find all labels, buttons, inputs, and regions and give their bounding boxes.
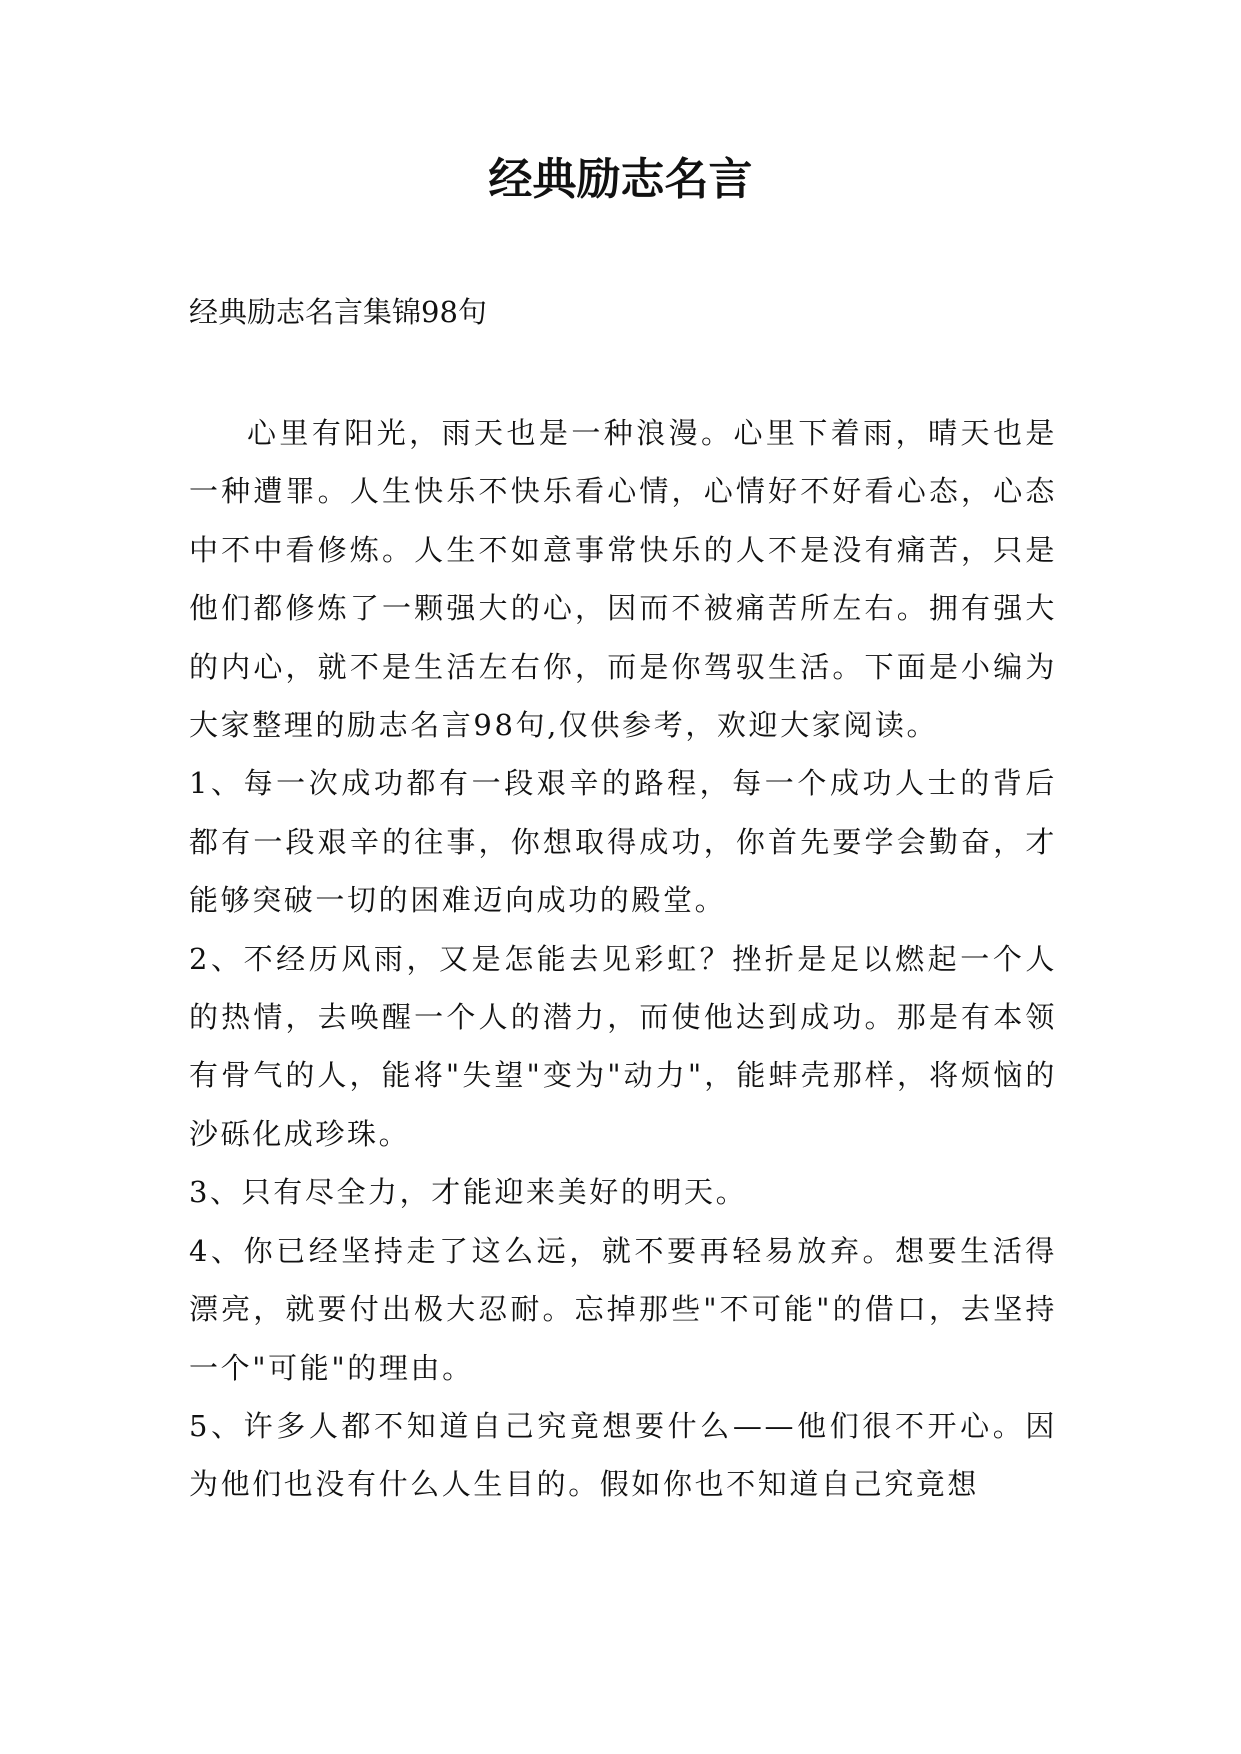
quote-item-4: 4、你已经坚持走了这么远，就不要再轻易放弃。想要生活得漂亮，就要付出极大忍耐。忘掉那些"不可能"的借口，去坚持一个"可能"的理由。	[189, 1233, 1057, 1385]
document-subtitle: 经典励志名言集锦98句	[189, 295, 487, 329]
quote-item-3: 3、只有尽全力，才能迎来美好的明天。	[189, 1175, 748, 1210]
quote-item-5: 5、许多人都不知道自己究竟想要什么——他们很不开心。因为他们也没有什么人生目的。假如你也不知道自己究竟想	[189, 1408, 1057, 1502]
document-body	[189, 404, 1057, 1514]
document-title: 经典励志名言	[488, 154, 753, 205]
quote-item-1: 1、每一次成功都有一段艰辛的路程，每一个成功人士的背后都有一段艰辛的往事，你想取得成功，你首先要学会勤奋，才能够突破一切的困难迈向成功的殿堂。	[189, 766, 1057, 918]
intro-paragraph: 心里有阳光，雨天也是一种浪漫。心里下着雨，晴天也是一种遭罪。人生快乐不快乐看心情，心情好不好看心态，心态中不中看修炼。人生不如意事常快乐的人不是没有痛苦，只是他们都修炼了一颗强大的心，因而不被痛苦所左右。拥有强大的内心，就不是生活左右你，而是你驾驭生活。下面是小编为大家整理的励志名言98句,仅供参考，欢迎大家阅读。	[189, 416, 1057, 743]
quote-item-2: 2、不经历风雨，又是怎能去见彩虹？挫折是足以燃起一个人的热情，去唤醒一个人的潜力，而使他达到成功。那是有本领有骨气的人，能将"失望"变为"动力"，能蚌壳那样，将烦恼的沙砾化成珍珠。	[189, 941, 1057, 1151]
